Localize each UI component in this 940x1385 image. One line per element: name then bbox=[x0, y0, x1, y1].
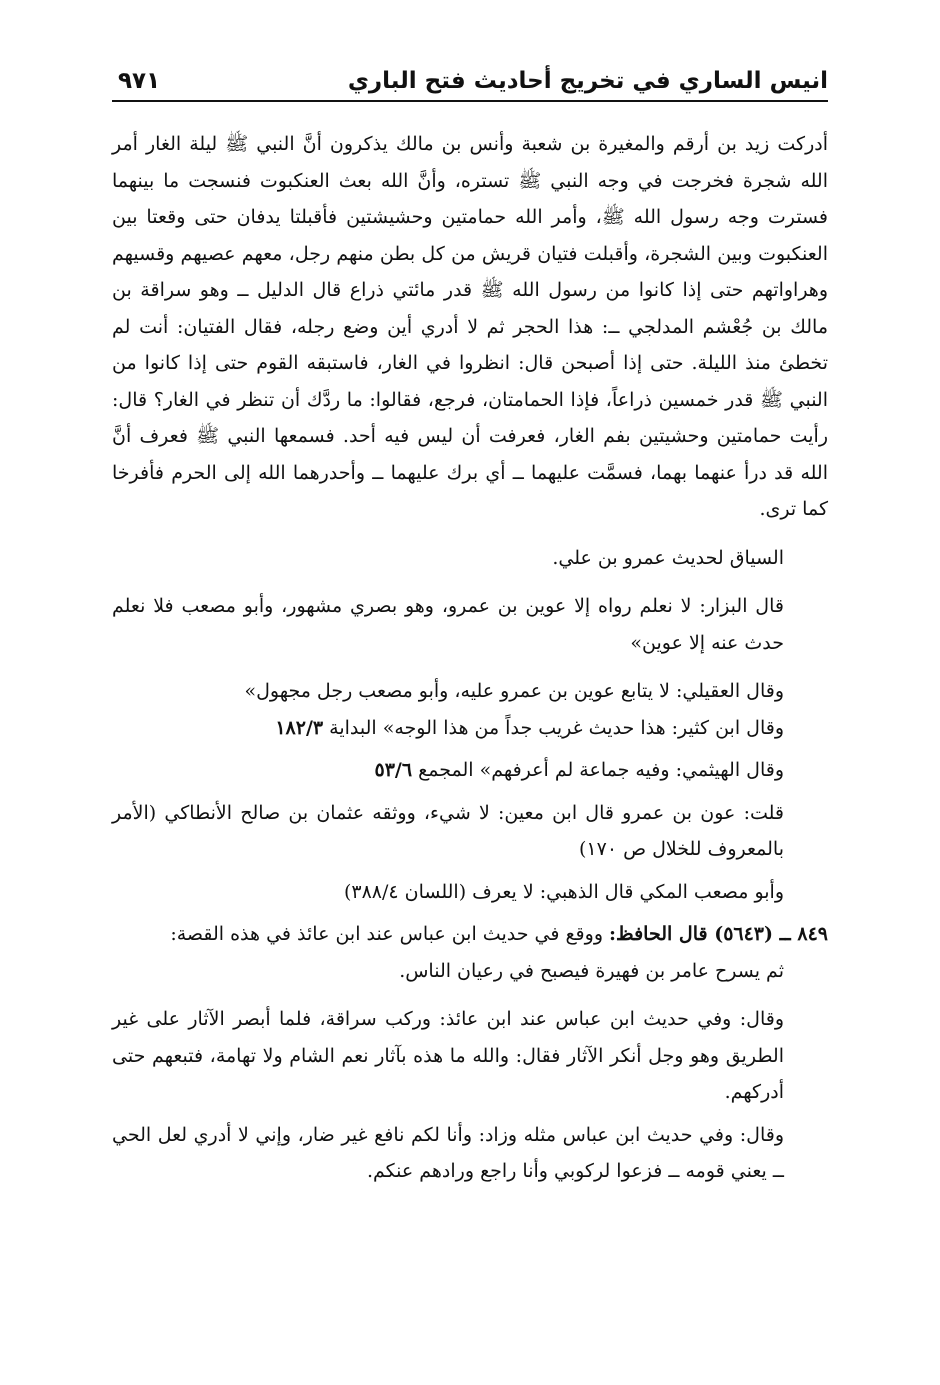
paragraph-suraqa: وقال: وفي حديث ابن عباس عند ابن عائذ: وركب سراقة، فلما أبصر الآثار على غير الطريق وهو وجل أنكر الآثار فقال: والله ما هذه بآثار نعم الشام ولا تهامة، فتبعهم حتى أدركهم. bbox=[112, 1008, 784, 1103]
running-header bbox=[112, 64, 828, 104]
paragraph-abu-musab: وأبو مصعب المكي قال الذهبي: لا يعرف (اللسان ٣٨٨/٤) bbox=[343, 880, 784, 903]
paragraph-amir-ibn-fuhayra: ثم يسرح عامر بن فهيرة فيصبح في رعيان الناس. bbox=[399, 959, 784, 982]
book-title: انيس الساري في تخريج أحاديث فتح الباري bbox=[347, 68, 828, 94]
paragraph-hadith-text: أدركت زيد بن أرقم والمغيرة بن شعبة وأنس بن مالك يذكرون أنَّ النبي ﷺ ليلة الغار أمر الله شجرة فخرجت في وجه النبي ﷺ تستره، وأنَّ الله بعث العنكبوت فنسجت ما بينهما فسترت وجه رسول الله ﷺ، وأمر الله حمامتين وحشيشتين فأقبلتا يدفان حتى وقعتا بين العنكبوت وبين الشجرة، وأقبلت فتيان قريش من كل بطن منهم رجل، معهم عصيهم وقسيهم وهراواتهم حتى إذا كانوا من رسول الله ﷺ قدر مائتي ذراع قال الدليل ــ وهو سراقة بن مالك بن جُعْشم المدلجي ــ: هذا الحجر ثم لا أدري أين وضع رجله، فقال الفتيان: أنت لم تخطئ منذ الليلة. حتى إذا أصبحن قال: انظروا في الغار، فاستبقه القوم حتى إذا كانوا من النبي ﷺ قدر خمسين ذراعاً، فإذا الحمامتان، فرجع، فقالوا: ما ردَّك أن تنظر في الغار؟ قال: رأيت حمامتين وحشيتين بفم الغار، فعرفت أن ليس فيه أحد. فسمعها النبي ﷺ فعرف أنَّ الله قد درأ عنهما بهما، فسمَّت عليهما ــ أي برك عليهما ــ وأحدرهما الله إلى الحرم فأفرخا كما ترى. bbox=[112, 133, 828, 520]
hadith-849-text: ووقع في حديث ابن عباس عند ابن عائذ في هذه القصة: bbox=[170, 923, 610, 945]
paragraph-context: السياق لحديث عمرو بن علي. bbox=[552, 546, 784, 569]
haythami-ref: ٥٣/٦ bbox=[374, 759, 413, 781]
ibn-kathir-text: وقال ابن كثير: هذا حديث غريب جداً من هذا الوجه» البداية bbox=[323, 716, 784, 739]
paragraph-bazzar: قال البزار: لا نعلم رواه إلا عوين بن عمرو، وهو بصري مشهور، وأبو مصعب فلا نعلم حدث عنه إلا عوين» bbox=[112, 595, 784, 654]
paragraph-ibn-abbas-addition: وقال: وفي حديث ابن عباس مثله وزاد: وأنا لكم نافع غير ضار، وإني لا أدري لعل الحي ــ يعني قومه ــ فزعوا لركوبي وأنا راجع ورادهم عنكم. bbox=[112, 1123, 784, 1182]
page-number: ٩٧١ bbox=[118, 68, 161, 94]
paragraph-hadith-849 bbox=[112, 916, 828, 953]
paragraph-ibn-kathir bbox=[112, 710, 828, 747]
ibn-kathir-ref: ١٨٢/٣ bbox=[275, 716, 324, 739]
header-rule bbox=[112, 100, 828, 102]
hadith-number-heading: ٨٤٩ ــ (٥٦٤٣) قال الحافظ: bbox=[609, 923, 828, 945]
paragraph-uqayli: وقال العقيلي: لا يتابع عوين بن عمرو عليه، وأبو مصعب رجل مجهول» bbox=[244, 680, 784, 702]
paragraph-qultu: قلت: عون بن عمرو قال ابن معين: لا شيء، ووثقه عثمان بن صالح الأنطاكي (الأمر بالمعروف للخلال ص ١٧٠) bbox=[112, 801, 784, 860]
paragraph-haythami bbox=[112, 752, 828, 789]
haythami-text: وقال الهيثمي: وفيه جماعة لم أعرفهم» المجمع bbox=[412, 759, 784, 781]
main-text bbox=[112, 126, 828, 1190]
